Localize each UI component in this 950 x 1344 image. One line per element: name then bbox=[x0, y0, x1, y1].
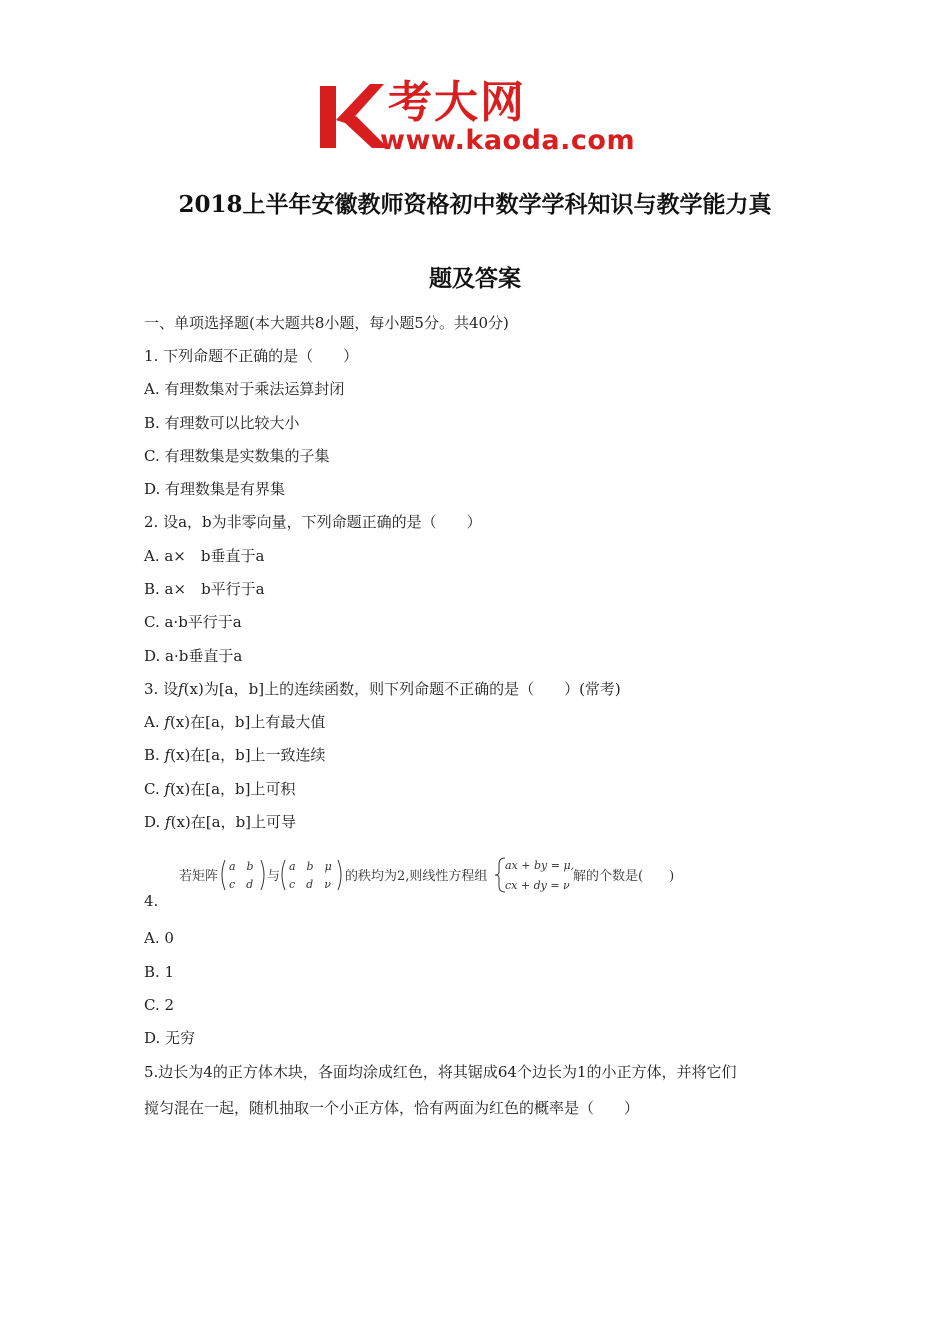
q1-option-c: C. 有理数集是实数集的子集 bbox=[144, 447, 330, 465]
q3-option-label: C. bbox=[144, 780, 160, 798]
q4-number: 4. bbox=[144, 892, 159, 910]
q4-matrix2-row1: a b μ bbox=[289, 860, 332, 873]
q3-option-function: f bbox=[164, 780, 171, 798]
q5-stem-line1: 5.边长为4的正方体木块，各面均涂成红色，将其锯成64个边长为1的小正方体，并将它们 bbox=[144, 1063, 737, 1081]
q3-stem-text: (x)为[a，b]上的连续函数，则下列命题不正确的是（ ）(常考) bbox=[183, 680, 621, 698]
q3-option-label: B. bbox=[144, 746, 160, 764]
q4-option-d: D. 无穷 bbox=[144, 1029, 196, 1047]
q5-stem-line2: 搅匀混在一起，随机抽取一个小正方体，恰有两面为红色的概率是（ ） bbox=[144, 1099, 640, 1117]
q4-eq2: cx + dy = ν bbox=[505, 879, 570, 892]
document-title-line2: 题及答案 bbox=[429, 265, 521, 292]
q4-matrix-image bbox=[175, 852, 695, 898]
q3-option-label: A. bbox=[144, 713, 160, 731]
q4-option-c: C. 2 bbox=[144, 996, 175, 1014]
q2-option-a: A. a× b垂直于a bbox=[144, 547, 265, 565]
q3-option-a bbox=[144, 712, 325, 732]
q4-suffix: 解的个数是( ) bbox=[573, 869, 675, 884]
q3-option-c bbox=[144, 779, 295, 799]
logo-url-text: www.kaoda.com bbox=[380, 125, 636, 156]
logo-chinese-text: 考大网 bbox=[388, 77, 526, 128]
q4-eq1: ax + by = μ, bbox=[505, 859, 575, 872]
section-heading: 一、单项选择题(本大题共8小题，每小题5分。共40分) bbox=[144, 314, 509, 332]
q2-stem: 2. 设a，b为非零向量，下列命题正确的是（ ） bbox=[144, 513, 482, 531]
q4-option-b: B. 1 bbox=[144, 963, 175, 981]
q3-option-function: f bbox=[164, 713, 170, 731]
q4-mid: 的秩均为2,则线性方程组 bbox=[345, 869, 488, 884]
q1-option-d: D. 有理数集是有界集 bbox=[144, 480, 286, 498]
q4-matrix1-row2: c d bbox=[229, 878, 254, 891]
document-title-line1: 2018上半年安徽教师资格初中数学学科知识与教学能力真 bbox=[178, 191, 772, 218]
k-logo-icon bbox=[318, 78, 388, 150]
q1-option-a: A. 有理数集对于乘法运算封闭 bbox=[144, 380, 345, 398]
q4-prefix: 若矩阵 bbox=[179, 869, 219, 884]
q3-option-text: (x)在[a，b]上一致连续 bbox=[170, 746, 326, 764]
q3-option-label: D. bbox=[144, 813, 161, 831]
q3-option-function: f bbox=[164, 746, 171, 764]
q4-matrix2-row2: c d ν bbox=[289, 878, 331, 891]
q2-option-b: B. a× b平行于a bbox=[144, 580, 265, 598]
q2-option-d: D. a·b垂直于a bbox=[144, 647, 243, 665]
q3-stem-function: f bbox=[178, 680, 184, 698]
q2-option-c: C. a·b平行于a bbox=[144, 613, 242, 631]
q3-option-function: f bbox=[165, 813, 171, 831]
kaoda-logo bbox=[318, 78, 638, 160]
q3-stem bbox=[144, 679, 621, 699]
q1-option-b: B. 有理数可以比较大小 bbox=[144, 414, 300, 432]
q3-option-text: (x)在[a，b]上可积 bbox=[170, 780, 296, 798]
q3-option-d bbox=[144, 812, 296, 832]
q3-option-b bbox=[144, 745, 326, 765]
q3-option-text: (x)在[a，b]上有最大值 bbox=[169, 713, 326, 731]
q1-stem: 1. 下列命题不正确的是（ ） bbox=[144, 347, 359, 365]
q4-matrix1-row1: a b bbox=[229, 860, 254, 873]
q3-stem-prefix: 3. 设 bbox=[144, 680, 179, 698]
q4-option-a: A. 0 bbox=[144, 929, 174, 947]
q4-with: 与 bbox=[267, 869, 281, 884]
q3-option-text: (x)在[a，b]上可导 bbox=[170, 813, 297, 831]
